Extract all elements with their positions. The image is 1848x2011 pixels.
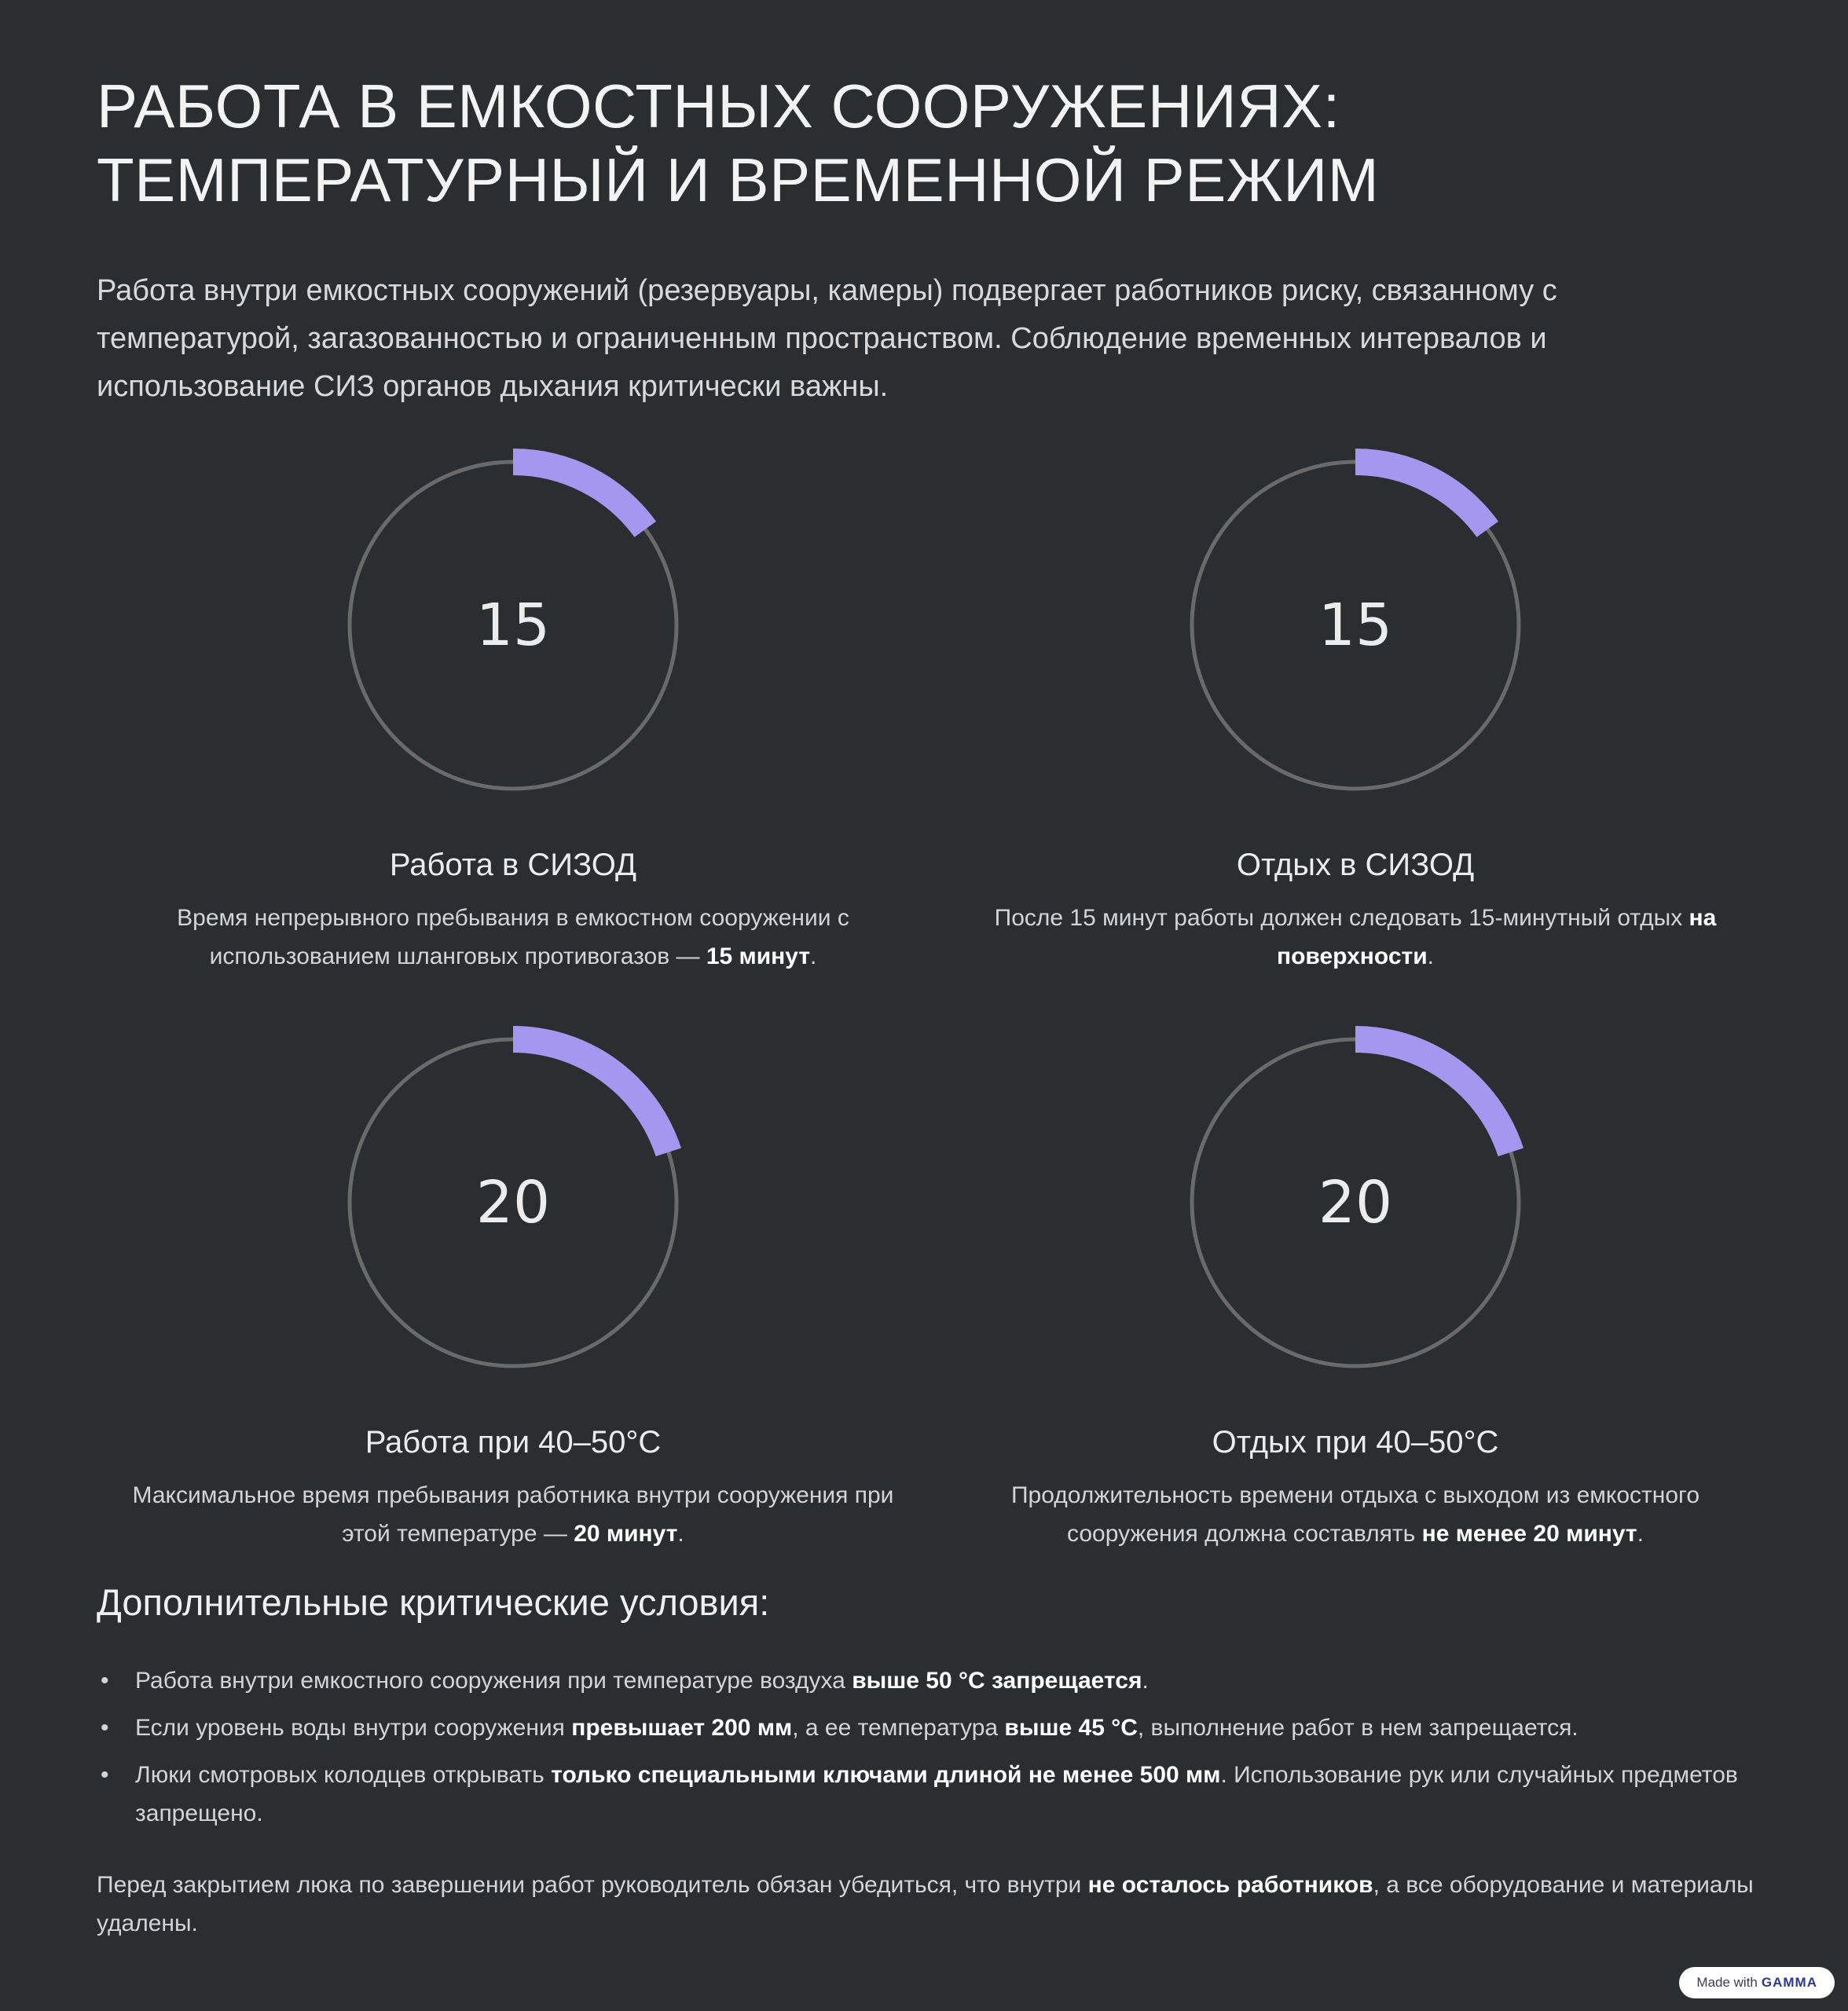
closing-note: Перед закрытием люка по завершении работ руководитель обязан убедиться, что внутри не осталось работников, а все оборудование и материалы удалены. (97, 1872, 1754, 1936)
progress-ring (1175, 445, 1536, 806)
stat-card-rest-sizod (939, 445, 1772, 976)
list-item: • Если уровень воды внутри сооружения превышает 200 мм, а ее температура выше 45 °С, выполнение работ в нем запрещается. (97, 1709, 1754, 1747)
stat-value: 15 (475, 592, 551, 659)
stat-title: Отдых при 40–50°C (1212, 1425, 1499, 1460)
stat-card-rest-40-50 (939, 1022, 1772, 1553)
badge-label: Made with (1696, 1975, 1758, 1990)
title-line-2: ТЕМПЕРАТУРНЫЙ И ВРЕМЕННОЙ РЕЖИМ (97, 145, 1380, 214)
stat-value: 20 (475, 1169, 551, 1236)
ring-progress (1355, 1039, 1511, 1152)
stat-card-work-sizod (97, 445, 930, 976)
stat-value: 20 (1318, 1169, 1393, 1236)
intro-text: Работа внутри емкостных сооружений (резервуары, камеры) подвергает работников риску, связанному с температурой, загазованностью и ограниченным пространством. Соблюдение временных интервалов и использование СИЗ органов дыхания критически важны. (97, 274, 1557, 403)
stat-value: 15 (1318, 592, 1393, 659)
title-line-1: РАБОТА В ЕМКОСТНЫХ СООРУЖЕНИЯХ: (97, 71, 1340, 141)
gamma-logo: GAMMA (1761, 1975, 1817, 1990)
stat-title: Работа в СИЗОД (389, 848, 637, 882)
ring-progress (513, 462, 645, 529)
ring-progress (513, 1039, 669, 1152)
list-item: • Люки смотровых колодцев открывать только специальными ключами длиной не менее 500 мм. Использование рук или случайных предметов запрещено. (97, 1756, 1754, 1833)
made-with-gamma-badge[interactable] (1679, 1967, 1835, 1998)
list-item: • Работа внутри емкостного сооружения при температуре воздуха выше 50 °С запрещается. (97, 1661, 1754, 1700)
ring-progress (1355, 462, 1487, 529)
progress-ring (1175, 1022, 1536, 1383)
progress-ring (332, 1022, 694, 1383)
stat-description: Продолжительность времени отдыха с выходом из емкостного сооружения должна составлять не менее 20 минут. (1010, 1482, 1700, 1547)
stat-card-work-40-50 (97, 1022, 930, 1553)
progress-ring (332, 445, 694, 806)
page-title (97, 69, 1379, 217)
conditions-list (97, 1661, 1754, 1841)
stat-description: Время непрерывного пребывания в емкостном сооружении с использованием шланговых противогазов — 15 минут. (177, 905, 849, 969)
conditions-heading: Дополнительные критические условия: (97, 1581, 770, 1623)
stat-description: Максимальное время пребывания работника внутри сооружения при этой температуре — 20 минут. (132, 1482, 894, 1547)
stat-title: Отдых в СИЗОД (1236, 848, 1475, 882)
stat-description: После 15 минут работы должен следовать 15-минутный отдых на поверхности. (994, 905, 1717, 969)
stat-title: Работа при 40–50°C (365, 1425, 662, 1460)
